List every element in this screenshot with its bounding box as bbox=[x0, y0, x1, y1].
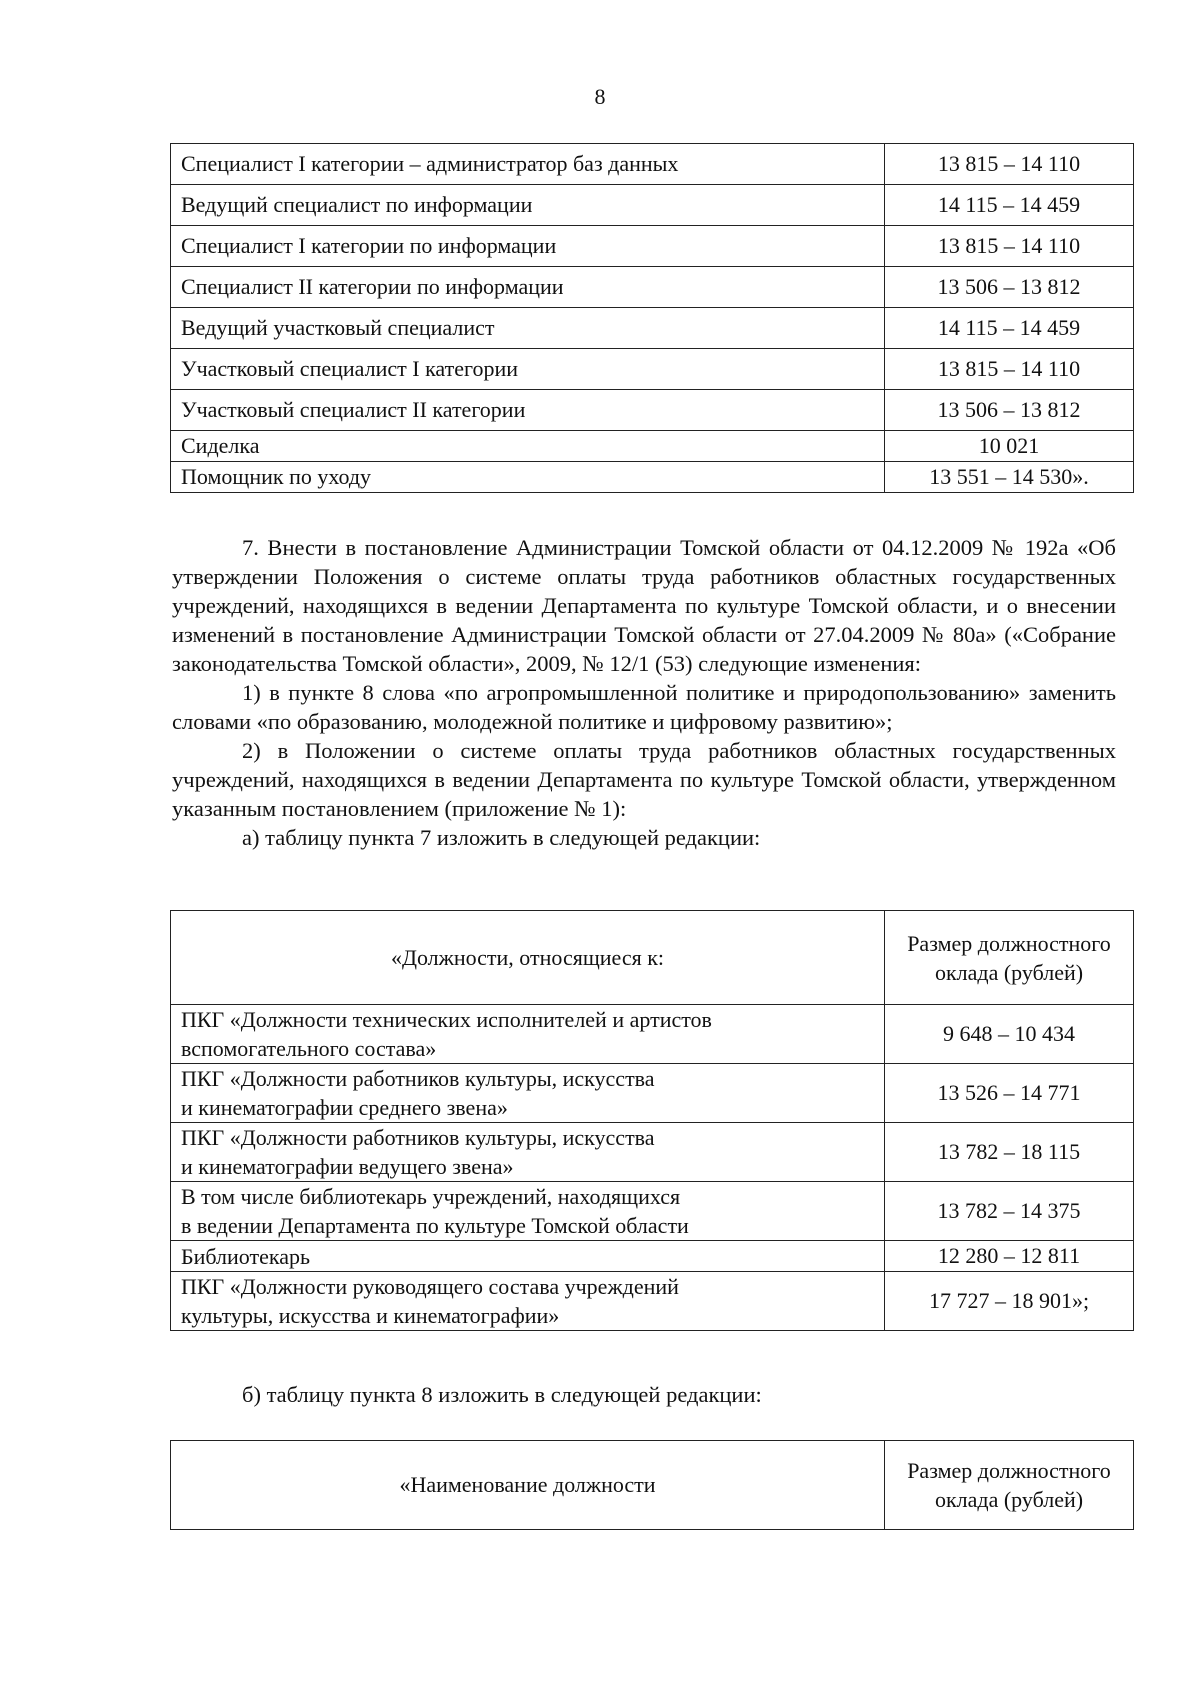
point-8-salary-table bbox=[170, 1440, 1134, 1530]
position-group-line1: ПКГ «Должности работников культуры, искусства bbox=[181, 1066, 655, 1091]
subitem-2-paragraph: 2) в Положении о системе оплаты труда работников областных государственных учреждений, находящихся в ведении Департамента по культуре Томской области, утвержденном указанным постановлением (приложение № 1): bbox=[172, 738, 1116, 821]
position-group-line1: ПКГ «Должности технических исполнителей и артистов bbox=[181, 1007, 712, 1032]
position-title: Ведущий специалист по информации bbox=[171, 185, 885, 226]
header-salary bbox=[885, 1441, 1134, 1530]
header-salary-line1: Размер должностного bbox=[907, 930, 1111, 956]
subitem-b-paragraph: б) таблицу пункта 8 изложить в следующей редакции: bbox=[242, 1382, 762, 1407]
position-group bbox=[171, 1005, 885, 1064]
salary-range: 14 115 – 14 459 bbox=[885, 185, 1134, 226]
salary-range: 9 648 – 10 434 bbox=[885, 1005, 1134, 1064]
table-row bbox=[171, 185, 1134, 226]
salary-range: 10 021 bbox=[885, 431, 1134, 462]
salary-range: 14 115 – 14 459 bbox=[885, 308, 1134, 349]
header-salary bbox=[885, 911, 1134, 1005]
table-row bbox=[171, 226, 1134, 267]
position-group-line1: В том числе библиотекарь учреждений, находящихся bbox=[181, 1184, 681, 1209]
subitem-1-paragraph: 1) в пункте 8 слова «по агропромышленной политике и природопользованию» заменить словами «по образованию, молодежной политике и цифровому развитию»; bbox=[172, 680, 1116, 734]
table-row bbox=[171, 1272, 1134, 1331]
position-title: Специалист II категории по информации bbox=[171, 267, 885, 308]
position-title: Ведущий участковый специалист bbox=[171, 308, 885, 349]
table-header-row bbox=[171, 1441, 1134, 1530]
header-salary-line1: Размер должностного bbox=[907, 1458, 1111, 1483]
header-position-name: «Наименование должности bbox=[171, 1441, 885, 1530]
salary-range: 12 280 – 12 811 bbox=[885, 1241, 1134, 1272]
position-group-line2: культуры, искусства и кинематографии» bbox=[181, 1303, 560, 1328]
salary-range: 13 782 – 18 115 bbox=[885, 1123, 1134, 1182]
salary-range: 17 727 – 18 901»; bbox=[885, 1272, 1134, 1331]
salary-table-continued bbox=[170, 143, 1134, 493]
position-title: Участковый специалист II категории bbox=[171, 390, 885, 431]
salary-range: 13 815 – 14 110 bbox=[885, 144, 1134, 185]
position-title: Библиотекарь bbox=[171, 1241, 885, 1272]
position-title: Помощник по уходу bbox=[171, 462, 885, 493]
header-positions: «Должности, относящиеся к: bbox=[171, 911, 885, 1005]
salary-range: 13 551 – 14 530». bbox=[885, 462, 1134, 493]
salary-range: 13 815 – 14 110 bbox=[885, 226, 1134, 267]
position-group-line2: и кинематографии среднего звена» bbox=[181, 1095, 508, 1120]
position-title: Участковый специалист I категории bbox=[171, 349, 885, 390]
salary-range: 13 506 – 13 812 bbox=[885, 267, 1134, 308]
subitem-b-block bbox=[172, 1380, 1116, 1409]
subitem-a-paragraph: а) таблицу пункта 7 изложить в следующей редакции: bbox=[242, 825, 761, 850]
table-row bbox=[171, 267, 1134, 308]
salary-range: 13 526 – 14 771 bbox=[885, 1064, 1134, 1123]
header-salary-line2: оклада (рублей) bbox=[934, 959, 1084, 985]
amendment-text bbox=[172, 533, 1116, 852]
table-row bbox=[171, 1241, 1134, 1272]
table-row bbox=[171, 349, 1134, 390]
header-salary-line2: оклада (рублей) bbox=[934, 1487, 1084, 1512]
position-group bbox=[171, 1182, 885, 1241]
position-title: Сиделка bbox=[171, 431, 885, 462]
point-7-salary-table bbox=[170, 910, 1134, 1331]
table-row bbox=[171, 462, 1134, 493]
position-group bbox=[171, 1064, 885, 1123]
table-row bbox=[171, 390, 1134, 431]
position-title: Специалист I категории – администратор баз данных bbox=[171, 144, 885, 185]
table-row bbox=[171, 431, 1134, 462]
position-group-line2: и кинематографии ведущего звена» bbox=[181, 1154, 514, 1179]
position-group bbox=[171, 1123, 885, 1182]
table-row bbox=[171, 308, 1134, 349]
salary-range: 13 815 – 14 110 bbox=[885, 349, 1134, 390]
salary-range: 13 782 – 14 375 bbox=[885, 1182, 1134, 1241]
table-row bbox=[171, 1064, 1134, 1123]
table-row bbox=[171, 1123, 1134, 1182]
table-row bbox=[171, 1182, 1134, 1241]
position-group-line1: ПКГ «Должности работников культуры, искусства bbox=[181, 1125, 655, 1150]
table-header-row bbox=[171, 911, 1134, 1005]
page-number: 8 bbox=[594, 84, 606, 109]
salary-range: 13 506 – 13 812 bbox=[885, 390, 1134, 431]
position-group-line2: вспомогательного состава» bbox=[181, 1036, 437, 1061]
item-7-paragraph: 7. Внести в постановление Администрации Томской области от 04.12.2009 № 192а «Об утверждении Положения о системе оплаты труда работников областных государственных учреждений, находящихся в ведении Департамента по культуре Томской области, и о внесении изменений в постановление Администрации Томской области от 27.04.2009 № 80а» («Собрание законодательства Томской области», 2009, № 12/1 (53) следующие изменения: bbox=[172, 535, 1116, 676]
position-title: Специалист I категории по информации bbox=[171, 226, 885, 267]
position-group bbox=[171, 1272, 885, 1331]
position-group-line2: в ведении Департамента по культуре Томской области bbox=[181, 1213, 689, 1238]
position-group-line1: ПКГ «Должности руководящего состава учреждений bbox=[181, 1274, 679, 1299]
table-row bbox=[171, 144, 1134, 185]
table-row bbox=[171, 1005, 1134, 1064]
